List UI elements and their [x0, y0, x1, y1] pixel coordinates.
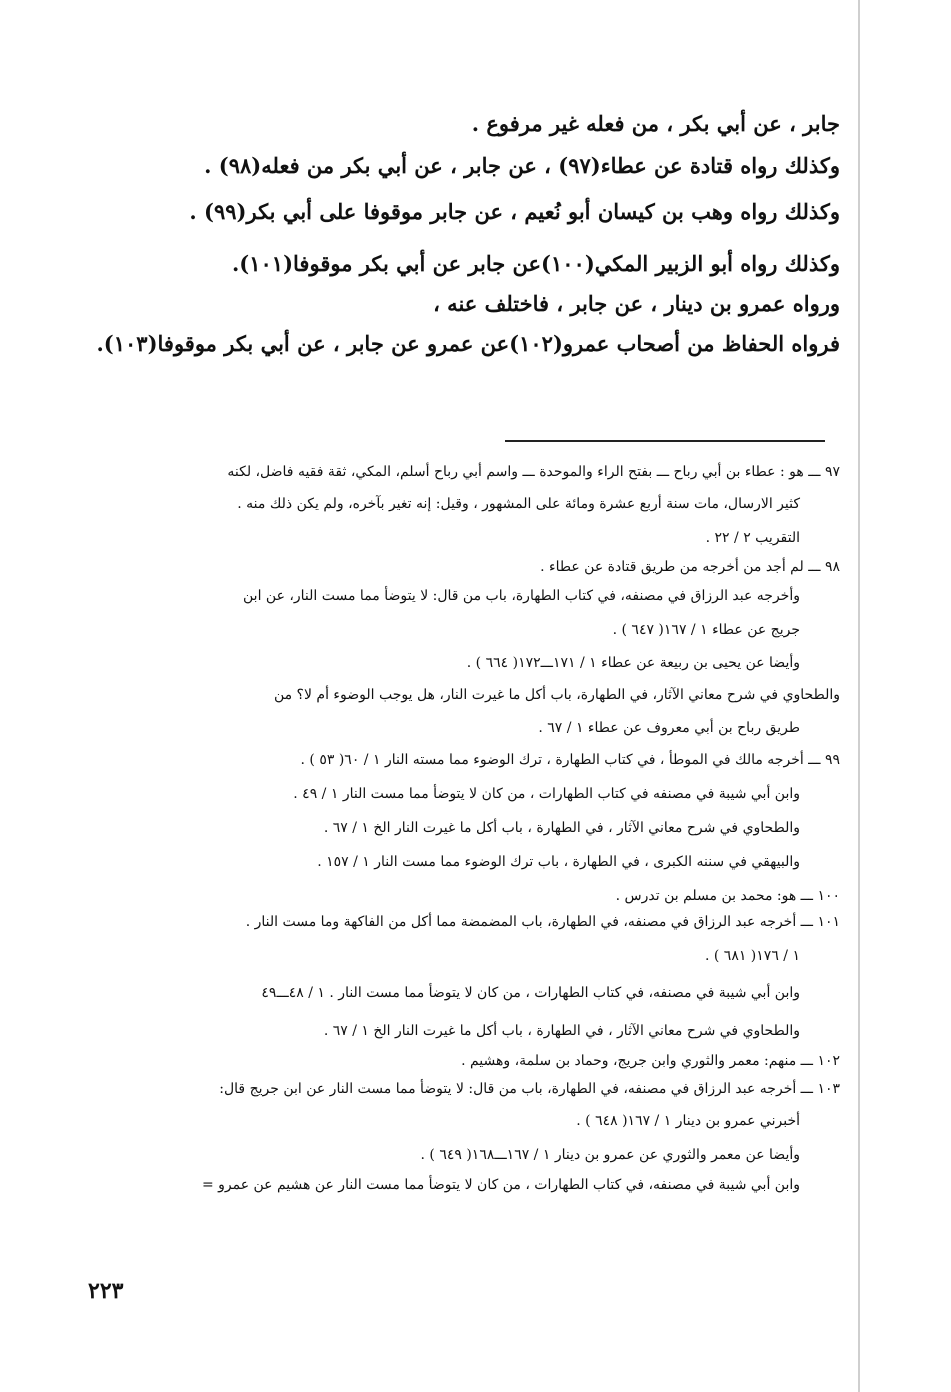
main-text — [96, 111, 840, 356]
footnote-100: ١٠٠ ـــ هو: محمد بن مسلم بن تدرس . — [615, 888, 840, 904]
footnote-98-line-6: طريق رباح بن أبي معروف عن عطاء ١ / ٦٧ . — [538, 720, 800, 736]
main-line-4: وكذلك رواه أبو الزبير المكي(١٠٠)عن جابر عن أبي بكر موقوفا(١٠١). — [232, 251, 840, 276]
footnote-97-line-1: ٩٧ ـــ هو : عطاء بن أبي رباح ـــ بفتح الراء والموحدة ـــ واسم أبي رباح أسلم، المكي، ثقة فقيه فاضل، لكنه — [227, 464, 840, 480]
footnote-101-line-4: والطحاوي في شرح معاني الآثار ، في الطهارة ، باب أكل ما غيرت النار الخ ١ / ٦٧ . — [323, 1023, 800, 1039]
footnote-103-line-2: أخبرني عمرو بن دينار ١ / ١٦٧( ٦٤٨ ) . — [576, 1113, 800, 1129]
footnote-101-line-2: ١ / ١٧٦( ٦٨١ ) . — [704, 948, 800, 964]
footnote-separator — [505, 440, 825, 442]
footnote-101-line-1: ١٠١ ـــ أخرجه عبد الرزاق في مصنفه، في الطهارة، باب المضمضة مما أكل من الفاكهة وما مست النار . — [245, 914, 840, 930]
page-number: ٢٢٣ — [88, 1278, 124, 1304]
footnote-99-line-1: ٩٩ ـــ أخرجه مالك في الموطأ ، في كتاب الطهارة ، ترك الوضوء مما مسته النار ١ / ٦٠( ٥٣ ) . — [300, 752, 840, 768]
main-line-2: وكذلك رواه قتادة عن عطاء(٩٧) ، عن جابر ، عن أبي بكر من فعله(٩٨) . — [204, 153, 840, 178]
footnotes — [110, 462, 840, 1195]
footnote-97-line-3: التقريب ٢ / ٢٢ . — [705, 530, 800, 546]
main-line-6: فرواه الحفاظ من أصحاب عمرو(١٠٢)عن عمرو عن جابر ، عن أبي بكر موقوفا(١٠٣). — [96, 331, 840, 356]
footnote-97-line-2: كثير الارسال، مات سنة أربع عشرة ومائة على المشهور ، وقيل: إنه تغير بآخره، ولم يكن ذلك منه . — [237, 496, 800, 512]
footnote-98-line-5: والطحاوي في شرح معاني الآثار، في الطهارة، باب أكل ما غيرت النار، هل يوجب الوضوء أم لا؟ من — [273, 687, 840, 703]
main-line-3: وكذلك رواه وهب بن كيسان أبو نُعيم ، عن جابر موقوفا على أبي بكر(٩٩) . — [189, 199, 840, 224]
footnote-99-line-3: والطحاوي في شرح معاني الآثار ، في الطهارة ، باب أكل ما غيرت النار الخ ١ / ٦٧ . — [323, 820, 800, 836]
footnote-98-line-2: وأخرجه عبد الرزاق في مصنفه، في كتاب الطهارة، باب من قال: لا يتوضأ مما مست النار، عن ابن — [243, 588, 800, 604]
footnote-103-line-4: وابن أبي شيبة في مصنفه، في كتاب الطهارات ، من كان لا يتوضأ مما مست النار عن هشيم عن عمرو = — [201, 1177, 800, 1193]
main-line-5: ورواه عمرو بن دينار ، عن جابر ، فاختلف عنه ، — [433, 291, 840, 316]
footnote-103-line-1: ١٠٣ ـــ أخرجه عبد الرزاق في مصنفه، في الطهارة، باب من قال: لا يتوضأ مما مست النار عن ابن جريج قال: — [219, 1081, 840, 1097]
footnote-99-line-2: وابن أبي شيبة في مصنفه في كتاب الطهارات ، من كان لا يتوضأ مما مست النار ١ / ٤٩ . — [293, 786, 800, 802]
footnote-98-line-1: ٩٨ ـــ لم أجد من أخرجه من طريق قتادة عن عطاء . — [540, 559, 840, 575]
footnote-103-line-3: وأيضا عن معمر والثوري عن عمرو بن دينار ١ / ١٦٧ـــ١٦٨( ٦٤٩ ) . — [420, 1147, 800, 1163]
footnote-99-line-4: والبيهقي في سننه الكبرى ، في الطهارة ، باب ترك الوضوء مما مست النار ١ / ١٥٧ . — [317, 854, 800, 870]
footnote-98-line-3: جريج عن عطاء ١ / ١٦٧( ٦٤٧ ) . — [612, 622, 800, 638]
footnote-102: ١٠٢ ـــ منهم: معمر والثوري وابن جريج، وحماد بن سلمة، وهشيم . — [461, 1053, 840, 1069]
main-line-1: جابر ، عن أبي بكر ، من فعله غير مرفوع . — [471, 111, 840, 136]
footnote-98-line-4: وأيضا عن يحيى بن ربيعة عن عطاء ١ / ١٧١ـــ١٧٢( ٦٦٤ ) . — [466, 655, 800, 671]
footnote-101-line-3: وابن أبي شيبة في مصنفه، في كتاب الطهارات ، من كان لا يتوضأ مما مست النار . ١ / ٤٨ـــ٤٩ — [261, 985, 800, 1001]
page-edge-line — [858, 0, 860, 1392]
